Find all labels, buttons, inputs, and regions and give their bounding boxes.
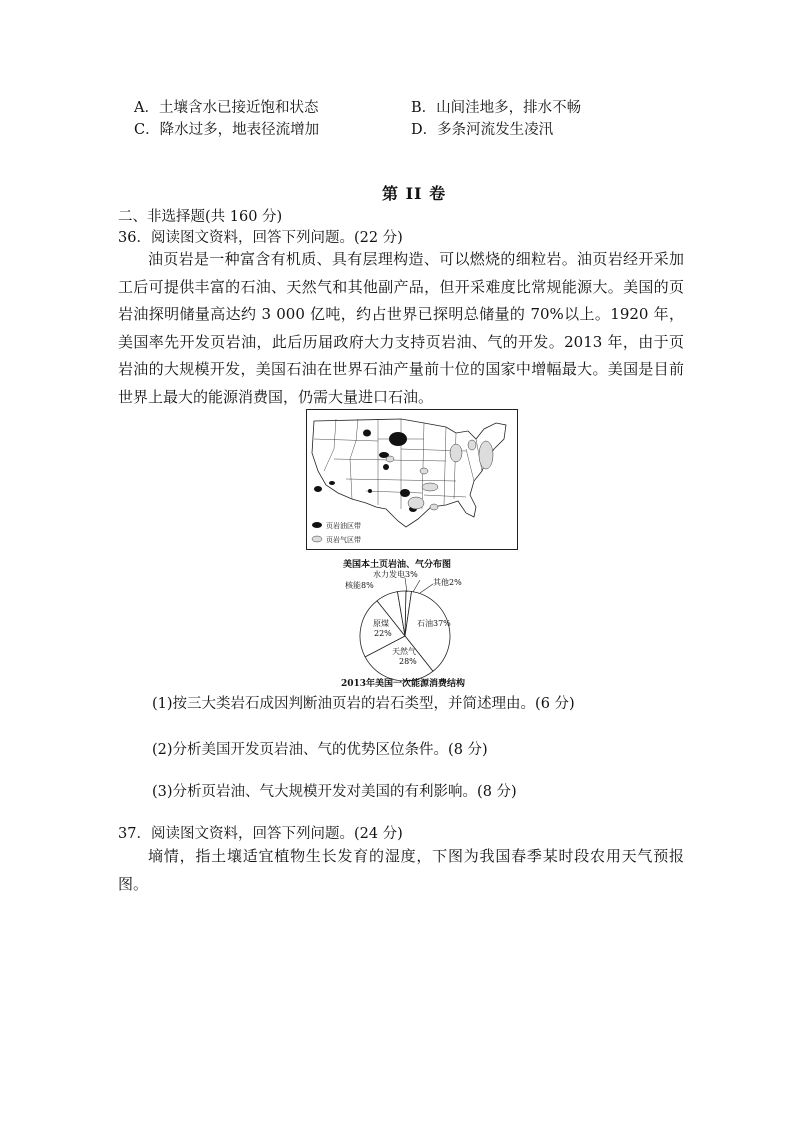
label-coal-value: 22%	[374, 629, 392, 638]
option-a: A．土壤含水已接近饱和状态	[134, 100, 319, 116]
energy-pie-chart	[335, 566, 475, 692]
section-title: 第 II 卷	[382, 184, 447, 203]
pie-caption: 2013年美国一次能源消费结构	[341, 679, 466, 689]
legend-oil-label: 页岩油区带	[326, 522, 361, 530]
q36-sub3: (3)分析页岩油、气大规模开发对美国的有利影响。(8 分)	[152, 784, 517, 800]
q37-passage: 墒情，指土壤适宜植物生长发育的湿度，下图为我国春季某时段农用天气预报图。	[118, 847, 684, 893]
label-coal-name: 原煤	[373, 619, 389, 628]
label-other: 其他2%	[433, 578, 462, 587]
legend-gas-swatch	[312, 536, 322, 542]
map-caption: 美国本土页岩油、气分布图	[343, 560, 452, 570]
us-shale-map	[306, 409, 518, 550]
label-oil: 石油37%	[417, 619, 451, 628]
q37-stem: 37．阅读图文资料，回答下列问题。(24 分)	[118, 826, 403, 842]
q36-sub1: (1)按三大类岩石成因判断油页岩的岩石类型，并简述理由。(6 分)	[152, 696, 575, 712]
section-heading: 二、非选择题(共 160 分)	[118, 209, 283, 225]
legend-oil-swatch	[312, 522, 322, 528]
option-c: C．降水过多，地表径流增加	[134, 122, 320, 138]
q36-stem: 36．阅读图文资料，回答下列问题。(22 分)	[118, 230, 403, 246]
label-hydro: 水力发电3%	[373, 570, 418, 579]
legend-gas-label: 页岩气区带	[326, 536, 361, 544]
option-b: B．山间洼地多，排水不畅	[411, 100, 582, 116]
option-d: D．多条河流发生凌汛	[411, 122, 554, 138]
q36-sub2: (2)分析美国开发页岩油、气的优势区位条件。(8 分)	[152, 742, 488, 758]
label-nuclear: 核能8%	[345, 581, 374, 590]
q36-passage: 油页岩是一种富含有机质、具有层理构造、可以燃烧的细粒岩。油页岩经开采加工后可提供丰富的石油、天然气和其他副产品，但开采难度比常规能源大。美国的页岩油探明储量高达约 3 000 亿吨，约占世界已探明总储量的 70%以上。1920 年，美国率先开发页岩油，此后历届政府大力支持页岩油、气的开发。2013 年，由于页岩油的大规模开发，美国石油在世界石油产量前十位的国家中增幅最大。美国是目前世界上最大的能源消费国，仍需大量进口石油。	[118, 250, 684, 406]
label-gas-name: 天然气	[392, 647, 416, 656]
label-gas-value: 28%	[399, 657, 417, 666]
pie-leader-lines	[405, 578, 433, 593]
